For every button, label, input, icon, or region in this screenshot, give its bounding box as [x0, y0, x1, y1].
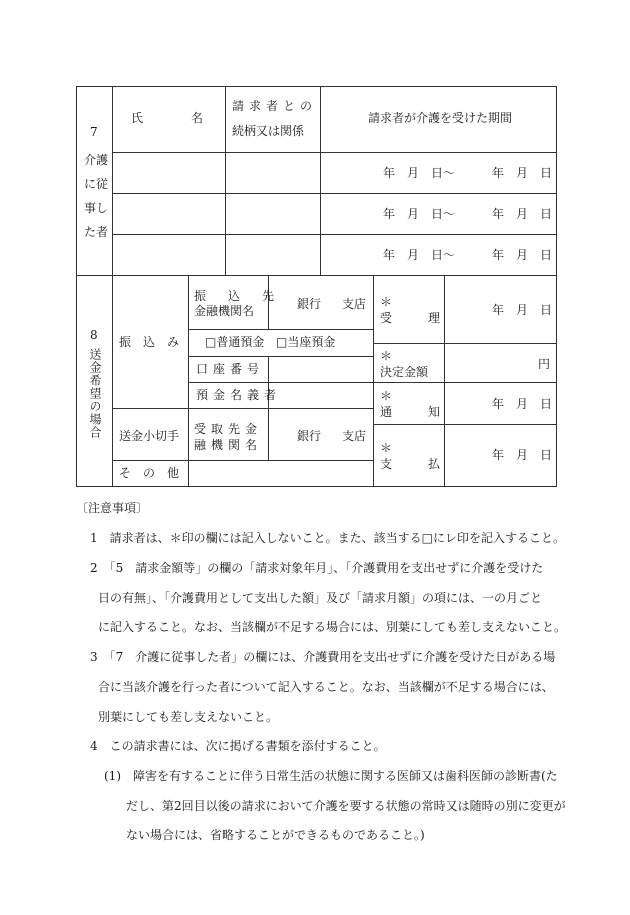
note-line-11: ない場合には、省略することができるものであること。): [126, 828, 425, 842]
bank-label-line-1: 振 込 先: [194, 289, 280, 303]
branch-name-suffix: 支店: [342, 297, 367, 311]
sec7-number: 7: [90, 125, 98, 139]
sec8-number: 8: [90, 328, 98, 342]
note-line-3: 日の有無」、「介護費用として支出した額」及び「請求月額」の項には、一の月ごと: [98, 591, 543, 605]
juri-label: 受 理: [380, 311, 441, 325]
note-line-8: 4 この請求書には、次に掲げる書類を添付すること。: [90, 739, 386, 753]
sec7-title-line-2: に従: [84, 177, 109, 191]
col-name-header: 氏 名: [131, 111, 204, 125]
period-to-1: 年 月 日: [492, 166, 553, 180]
period-to-3: 年 月 日: [492, 248, 553, 262]
note-line-2: 2 「5 請求金額等」の欄の「請求対象年月」、「介護費用を支出せずに介護を受けた: [90, 561, 544, 575]
bank-name-suffix: 銀行: [297, 297, 322, 311]
note-line-10: だし、第2回目以後の請求において介護を要する状態の常時又は随時の別に変更が: [126, 799, 566, 813]
yen-unit: 円: [538, 357, 551, 371]
col-relation-header-line-1: 請求者との: [232, 99, 318, 113]
recv-branch-suffix: 支店: [342, 429, 367, 443]
other-label: そ の 他: [119, 466, 180, 480]
sec7-title-line-4: た者: [84, 225, 109, 239]
note-line-1: 1 請求者は、＊印の欄には記入しないこと。また、該当する□にレ印を記入すること。: [90, 531, 565, 545]
tsuchi-mark: ＊: [380, 389, 393, 403]
recv-bank-label-line-1: 受取先金: [194, 422, 263, 436]
period-from-3: 年 月 日〜: [383, 248, 456, 262]
table-border: [77, 87, 557, 487]
col-relation-header-line-2: 続柄又は関係: [232, 124, 305, 138]
juri-date: 年 月 日: [492, 303, 553, 317]
account-type-ordinary-checkbox[interactable]: □普通預金: [205, 335, 265, 349]
account-number-label: 口座番号: [196, 362, 265, 376]
recv-bank-label-line-2: 融機関名: [194, 438, 263, 452]
recv-bank-suffix: 銀行: [297, 429, 322, 443]
period-to-2: 年 月 日: [492, 207, 553, 221]
shiharai-date: 年 月 日: [492, 448, 553, 462]
tsuchi-label: 通 知: [380, 405, 441, 419]
note-line-4: に記入すること。なお、当該欄が不足する場合には、別葉にしても差し支えないこと。: [98, 620, 567, 634]
transfer-label: 振 込 み: [119, 335, 180, 349]
kettei-label: 決定金額: [380, 365, 429, 379]
account-holder-label: 預金名義者: [196, 388, 282, 402]
note-line-6: 合に当該介護を行った者について記入すること。なお、当該欄が不足する場合には、: [98, 680, 554, 694]
kettei-mark: ＊: [380, 349, 393, 363]
col-period-header: 請求者が介護を受けた期間: [368, 111, 513, 125]
sec7-title-line-3: 事し: [84, 201, 109, 215]
note-line-7: 別葉にしても差し支えないこと。: [98, 710, 279, 724]
period-from-2: 年 月 日〜: [383, 207, 456, 221]
notes-heading: 〔注意事項〕: [76, 501, 149, 515]
tsuchi-date: 年 月 日: [492, 397, 553, 411]
account-type-current-checkbox[interactable]: □当座預金: [276, 335, 336, 349]
sec8-title: 送金希望の場合: [88, 348, 102, 439]
note-line-9: (1) 障害を有することに伴う日常生活の状態に関する医師又は歯科医師の診断書(た: [104, 769, 558, 783]
period-from-1: 年 月 日〜: [383, 166, 456, 180]
sec7-title-line-1: 介護: [84, 153, 109, 167]
shiharai-label: 支 払: [380, 457, 441, 471]
note-line-5: 3 「7 介護に従事した者」の欄には、介護費用を支出せずに介護を受けた日がある場: [90, 650, 556, 664]
juri-mark: ＊: [380, 295, 393, 309]
bank-label-line-2: 金融機関名: [194, 304, 255, 318]
shiharai-mark: ＊: [380, 441, 393, 455]
remittance-check-label: 送金小切手: [119, 429, 180, 443]
